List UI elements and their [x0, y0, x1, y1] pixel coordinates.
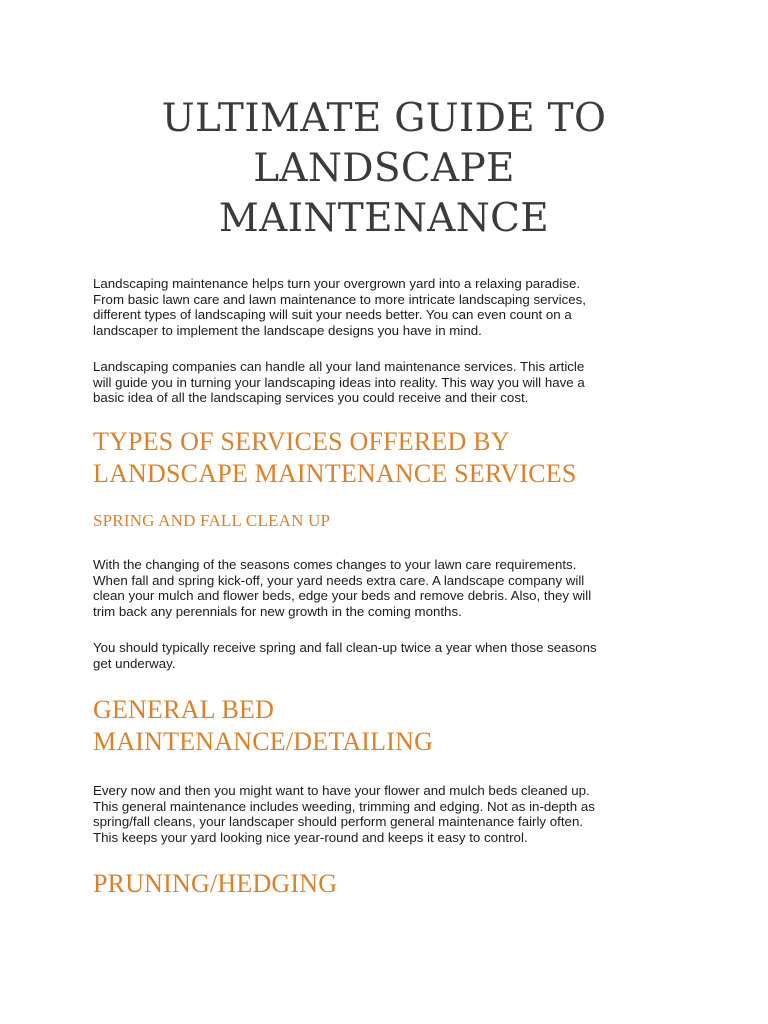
paragraph-line: different types of landscaping will suit your needs better. You can even count on a: [93, 307, 572, 322]
section-heading-general-bed-maintenance: [93, 694, 713, 758]
paragraph-line: spring/fall cleans, your landscaper should perform general maintenance fairly often.: [93, 814, 584, 829]
section-heading-pruning-hedging: PRUNING/HEDGING: [93, 869, 338, 898]
heading-line: GENERAL BED: [93, 695, 275, 724]
paragraph-line: basic idea of all the landscaping services you could receive and their cost.: [93, 390, 529, 405]
spring-fall-paragraph-2: [93, 640, 683, 671]
paragraph-line: will guide you in turning your landscaping ideas into reality. This way you will have a: [93, 374, 585, 390]
paragraph-line: This keeps your yard looking nice year-round and keeps it easy to control.: [93, 829, 528, 845]
paragraph-line: Landscaping companies can handle all your land maintenance services. This article: [93, 359, 585, 374]
paragraph-line: Landscaping maintenance helps turn your overgrown yard into a relaxing paradise.: [93, 276, 581, 291]
paragraph-line: get underway.: [93, 655, 176, 671]
heading-line: LANDSCAPE MAINTENANCE SERVICES: [93, 459, 577, 488]
paragraph-line: trim back any perennials for new growth in the coming months.: [93, 603, 462, 619]
heading-line: TYPES OF SERVICES OFFERED BY: [93, 427, 510, 456]
spring-fall-paragraph-1: [93, 557, 683, 619]
paragraph-line: This general maintenance includes weeding, trimming and edging. Not as in-depth as: [93, 798, 595, 814]
page-title-line: ULTIMATE GUIDE TO: [161, 96, 607, 141]
page-title-line: LANDSCAPE: [253, 146, 515, 191]
paragraph-line: From basic lawn care and lawn maintenance to more intricate landscaping services,: [93, 291, 586, 307]
paragraph-line: You should typically receive spring and fall clean-up twice a year when those seasons: [93, 640, 597, 655]
page-title: [60, 94, 708, 244]
intro-paragraph-1: [93, 276, 683, 338]
paragraph-line: With the changing of the seasons comes changes to your lawn care requirements.: [93, 557, 577, 572]
paragraph-line: When fall and spring kick-off, your yard needs extra care. A landscape company will: [93, 572, 585, 588]
page-title-line: MAINTENANCE: [218, 196, 550, 241]
paragraph-line: Every now and then you might want to have your flower and mulch beds cleaned up.: [93, 783, 590, 798]
heading-line: MAINTENANCE/DETAILING: [93, 727, 434, 756]
general-bed-paragraph: [93, 783, 683, 845]
section-heading-types-of-services: [93, 426, 713, 490]
paragraph-line: clean your mulch and flower beds, edge your beds and remove debris. Also, they will: [93, 588, 592, 603]
subheading-spring-and-fall-clean-up: SPRING AND FALL CLEAN UP: [93, 511, 331, 530]
paragraph-line: landscaper to implement the landscape designs you have in mind.: [93, 322, 482, 338]
intro-paragraph-2: [93, 359, 683, 406]
